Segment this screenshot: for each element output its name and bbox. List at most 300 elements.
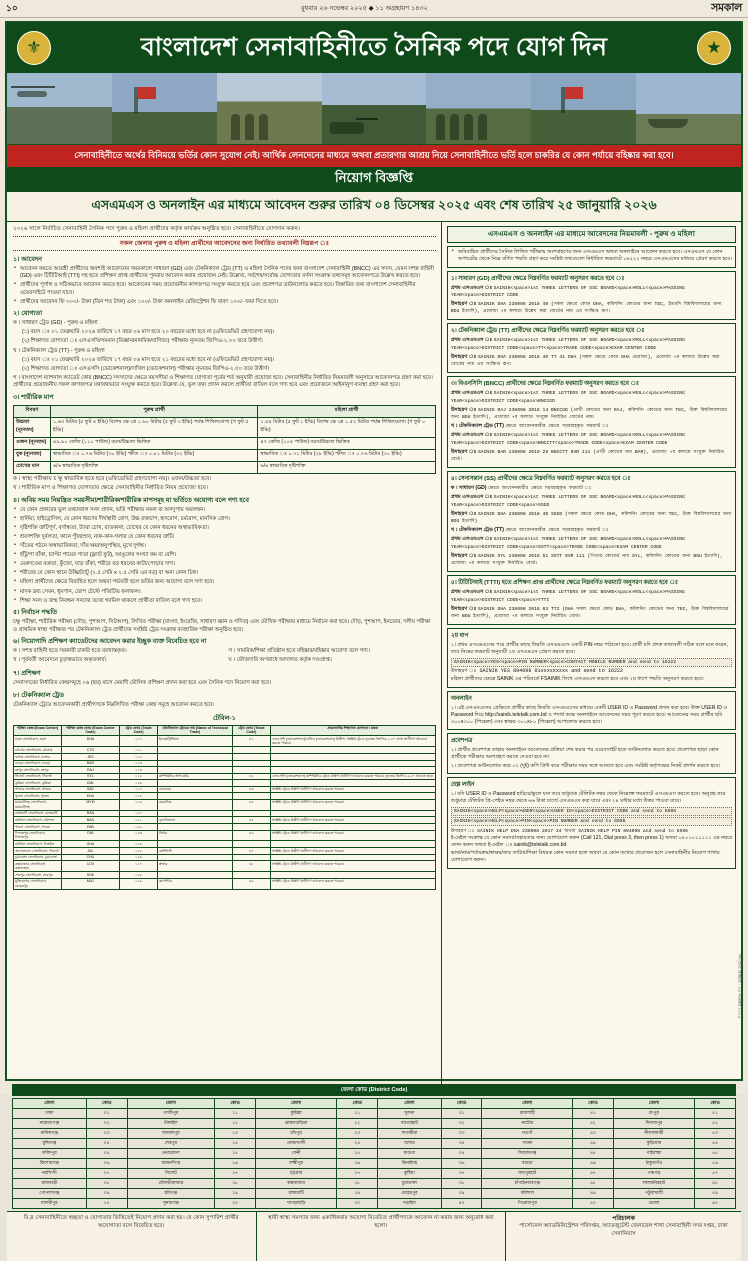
table-cell: CHU bbox=[61, 854, 119, 861]
table-cell: MYM bbox=[61, 799, 119, 810]
table-cell: সংশ্লিষ্ট ট্রেডে উত্তীর্ণ প্রার্থীগণ আবেদন করতে পারবে। bbox=[270, 817, 435, 824]
table-cell: সংশ্লিষ্ট ট্রেডে উত্তীর্ণ প্রার্থীগণ আবেদন করতে পারবে। bbox=[270, 848, 435, 855]
district-col-header: কোড bbox=[441, 1099, 482, 1109]
table-cell: ৩৮ bbox=[441, 1179, 482, 1189]
eligibility-tt-age: (১) বয়স ঃ ০১ ফেব্রুয়ারি ২০২৬ তারিখে ১৭ বছর ০৬ মাস হতে ২১ বছরের মধ্যে হবে না (এফিডেভিট গ্রহণযোগ্য নয়)। bbox=[22, 356, 275, 363]
sms-format-line: প্রথম এসএমএস ঃ SAINIK<space>1st THREE LETTERS OF SSC BOARD<space>ROLL<space>PASSING YEAR<space>DISTRICT CODE<space>BNCCGD bbox=[450, 390, 685, 404]
table-cell: KHU bbox=[61, 793, 119, 800]
table-cell: ৩৯ bbox=[441, 1189, 482, 1199]
district-header-row bbox=[13, 1099, 736, 1109]
table-cell: মেশিনিস্ট bbox=[157, 848, 232, 855]
table-cell: ঘাটাইল সেনানিবাস, টাঙ্গাইল bbox=[14, 841, 62, 848]
table-cell: ৫৮ bbox=[695, 1179, 736, 1189]
table-cell: ৪১ bbox=[232, 736, 270, 747]
table-cell: মাগুরা bbox=[378, 1149, 441, 1159]
table-cell: নীলফামারী bbox=[613, 1129, 694, 1139]
section-number-7: ৭। bbox=[13, 670, 20, 678]
table-cell: নেত্রকোণা bbox=[127, 1149, 215, 1159]
table-cell: প্লাম্বার bbox=[157, 861, 232, 872]
table-cell: ৪৬ bbox=[232, 830, 270, 841]
table-cell: ৫৭ bbox=[695, 1169, 736, 1179]
table-cell: ২৫ bbox=[337, 1149, 378, 1159]
table-cell: ৬/৬ স্বাভাবিক দৃষ্টিশক্তি bbox=[258, 461, 435, 473]
table-cell: ১৯ bbox=[215, 1189, 256, 1199]
table-cell: ঢাকা সেনানিবাস, ঢাকা bbox=[14, 736, 62, 747]
table-row bbox=[14, 799, 436, 810]
exam-center-table bbox=[13, 725, 436, 890]
table-row bbox=[14, 449, 436, 461]
table-cell: ১৬ bbox=[215, 1159, 256, 1169]
photo-strip bbox=[7, 73, 741, 145]
sms-format-line: উদাহরণ ঃ SAINIK RAJ 236098 2018 14 BNCCGD (প্রার্থী কোডের জন্য RAJ, কমিশনিং কোডের জন্য TEC, উক্ত বিশ্ববিদ্যালয়ের জন্য BOU ইত্যাদি), প্রযোজ্য ৭ম কলামে সংযুক্ত নির্ধারিত বোর্ডের নাম। bbox=[450, 406, 727, 421]
table-cell: উচ্চতা (ন্যূনতম) bbox=[14, 417, 51, 437]
second-step-title: ২য় ধাপ bbox=[450, 633, 469, 640]
physical-note-2: খ । শারীরিক মাপ ও শিক্ষাগত যোগ্যতার ক্ষেত্রে সেনাবাহিনীর নির্ধারিত নিয়ম প্রযোজ্য হবে। bbox=[13, 485, 208, 492]
recruitment-advertisement bbox=[5, 21, 743, 1238]
table-cell: ০৭ bbox=[86, 1169, 127, 1179]
online-box bbox=[447, 691, 736, 731]
table-cell: গাজীপুর bbox=[127, 1109, 215, 1119]
eligibility-tt-head: খ । টেকনিক্যাল ট্রেড (TT) - পুরুষ ও মহিলা bbox=[13, 347, 105, 354]
second-step-note: মহিলা প্রার্থীদের ক্ষেত্রে SAINIK এর পরিবর্তে FSAINIK লিখে এসএমএস করতে হবে এবং ২য় ধাপে পদ্ধতি অনুসরণ করতে হবে। bbox=[450, 676, 704, 683]
table-cell: ৫৩ bbox=[695, 1129, 736, 1139]
left-column bbox=[7, 222, 442, 1084]
table-cell: ১১০ bbox=[120, 736, 158, 747]
disqualification-item: • শরীরের যে কোন স্থানে উল্কি/ট্যাটু (২.৫ সেমি x ২.৫ সেমি এর বড়) বা অন্য কোন চিহ্ন। bbox=[13, 570, 436, 578]
table-cell: ৫৪ bbox=[695, 1139, 736, 1149]
table-cell: RAJ bbox=[61, 767, 119, 774]
table-row bbox=[13, 1179, 736, 1189]
disqualification-item: • দৃষ্টিশক্তি ত্রুটিপূর্ণ, বর্ণান্ধতা, ট্যারা চোখ, রাতকানা, চোখের যে কোন ধরনের অস্বাভাবিকতা। bbox=[13, 525, 436, 533]
army-crest-icon: ⚜ bbox=[17, 31, 51, 65]
table-row bbox=[13, 1159, 736, 1169]
table-cell: সিরাজগঞ্জ bbox=[482, 1149, 573, 1159]
district-col-header: জেলা bbox=[482, 1099, 573, 1109]
sms-format-line: উদাহরণ ঃ SAINIK DHA 236098 2018 03 TTI (DHA সকল ক্ষেত্রে কোড DHA, কমিশনিং কোডের জন্য TEC, উক্ত বিশ্ববিদ্যালয়ের জন্য BOU ইত্যাদি), প্রযোজ্য ৭ম কলামে সংযুক্ত নির্ধারিত বোর্ড। bbox=[450, 605, 729, 620]
col-header-0: বিবরণ bbox=[14, 405, 51, 417]
vertical-credit: সংগৃহীত বিজ্ঞপ্তি - ২৬ নভেম্বর ২০২৫ bbox=[737, 954, 742, 1019]
district-col-header: জেলা bbox=[127, 1099, 215, 1109]
section-number-2: ২। bbox=[13, 310, 20, 318]
second-step-example: উদাহরণ ঃ SAINIK YES 894098 01xxxxxxxxx and send to 16222 bbox=[450, 667, 624, 674]
table-cell: রাজবাড়ী bbox=[13, 1179, 87, 1189]
notice-band: নিয়োগ বিজ্ঞপ্তি bbox=[7, 167, 741, 192]
page-number: ১০ bbox=[6, 3, 18, 13]
helpline-format-1: SAINIK<space>HELP<space>USER<space>USER ID<space>DISTRICT CODE and send to 6596 bbox=[451, 807, 732, 816]
sms-format-line: প্রথম এসএমএস ঃ SAINIK<space>1st THREE LETTERS OF SSC BOARD<space>ROLL<space>PASSING YEAR<space>DISTRICT CODE<space>SSTT<space>TRADE CODE<space>EXAM CENTER CODE bbox=[450, 536, 685, 550]
district-code-table bbox=[12, 1098, 736, 1209]
intro-line-2: সকল জেলার পুরুষ ও মহিলা প্রার্থীদের আবেদনের জন্য নির্ধারিত তথ্যাবলী নিম্নরূপ ঃ bbox=[13, 236, 436, 251]
table-cell: ১১৫ bbox=[120, 773, 158, 780]
table-cell: সংশ্লিষ্ট ট্রেডে উত্তীর্ণ প্রার্থীগণ আবেদন করতে পারবে। bbox=[270, 799, 435, 810]
table-row bbox=[13, 1139, 736, 1149]
table-cell: ৫৬ bbox=[695, 1159, 736, 1169]
table-cell: মেহেরপুর bbox=[378, 1189, 441, 1199]
table-row bbox=[14, 736, 436, 747]
table-cell: BAR bbox=[61, 760, 119, 767]
table-cell: ৪২ bbox=[232, 773, 270, 780]
district-col-header: জেলা bbox=[13, 1099, 87, 1109]
table-cell: ময়মনসিংহ সেনানিবাস, ময়মনসিংহ bbox=[14, 799, 62, 810]
table-cell: ১২২ bbox=[120, 823, 158, 830]
table-cell: ১২৩ bbox=[120, 830, 158, 841]
table-cell: ২৯ bbox=[337, 1189, 378, 1199]
table-cell: সিলেট সেনানিবাস, সিলেট bbox=[14, 773, 62, 780]
table-cell: কম্পিউটার অপারেটর bbox=[157, 773, 232, 780]
table-cell: BAS bbox=[61, 817, 119, 824]
table-cell: ৩৪ bbox=[441, 1139, 482, 1149]
district-col-header: জেলা bbox=[613, 1099, 694, 1109]
table-cell: নওগাঁ bbox=[482, 1129, 573, 1139]
table-cell: ভোলা bbox=[613, 1199, 694, 1209]
table-cell: ব্রাহ্মণবাড়িয়া bbox=[255, 1119, 336, 1129]
table-cell: ৪৫ bbox=[573, 1149, 614, 1159]
district-col-header: কোড bbox=[695, 1099, 736, 1109]
table-cell: ৩০ bbox=[337, 1199, 378, 1209]
selection-para: চক্ষু পরীক্ষা, শারীরিক পরীক্ষা (দৌড়, পুশআপ, সিটআপ), লিখিত পরীক্ষা (বাংলা, ইংরেজি, সাধারণ জ্ঞান ও গণিত) এবং মৌখিক পরীক্ষার মাধ্যমে নির্বাচন করা হবে। দৌড়, পুশআপ, ইনডোর, দলীয় পরীক্ষা ও প্রাথমিক স্বাস্থ্য পরীক্ষার পর টেকনিক্যাল ট্রেড প্রার্থীদের সংশ্লিষ্ট ট্রেড সংক্রান্ত ব্যবহারিক পরীক্ষা অনুষ্ঠিত হবে। bbox=[13, 619, 431, 633]
helpline-title: হেল্প লাইন bbox=[450, 782, 475, 789]
table-cell: ৩২ bbox=[441, 1119, 482, 1129]
ad-title: বাংলাদেশ সেনাবাহিনীতে সৈনিক পদে যোগ দিন bbox=[140, 32, 608, 61]
section-title-6: নিয়োগাদি প্রশিক্ষণ ক্যাডেটদের আবেদন করার ইচ্ছুক ব্যক্ত বিবেচিত হবে না bbox=[21, 638, 207, 646]
table-cell: ৪৩ bbox=[573, 1129, 614, 1139]
admit-para-1: ১। প্রার্থীর প্রবেশপত্র তাহার অনলাইনে আবেদনের প্রক্রিয়া শেষ করার পর ওয়েবসাইট হতে ডাউনলোড করতে হবে। প্রবেশপত্র ছাড়া কোন প্রার্থীকে পরীক্ষায় অংশগ্রহণ করতে দেওয়া হবে না। bbox=[450, 747, 719, 761]
table-cell: ১২৯ bbox=[120, 878, 158, 889]
table-cell: সাতক্ষীরা bbox=[378, 1129, 441, 1139]
physical-standards-table bbox=[13, 405, 436, 474]
sms-format-group bbox=[447, 471, 736, 572]
signature-lines: পার্সোনেল অ্যাডমিনিস্ট্রেশন পরিদপ্তর, অ্যাডজুটেন্ট জেনারেল শাখা সেনাবাহিনী সদর দপ্তর, ঢাকা সেনানিবাস bbox=[519, 1223, 728, 1238]
table-cell: ৪৯ bbox=[232, 878, 270, 889]
physical-note-1: ক । স্বাস্থ্য পরীক্ষায় চ ক্ষু স্বাভাবিক হতে হবে (এফিডেভিট গ্রহণযোগ্য নয়)। ওজন/উচ্চতা হবে। bbox=[13, 475, 212, 482]
disqualification-item: • মাদক দ্রব্য সেবন, ধূমপান, ডোপ টেস্টে পজিটিভ ফলাফল। bbox=[13, 589, 436, 597]
section-ineligible bbox=[13, 636, 436, 666]
table-cell: ৫২ bbox=[695, 1119, 736, 1129]
table-cell: ১২ bbox=[215, 1119, 256, 1129]
table-cell: ১১৭ bbox=[120, 786, 158, 793]
table-cell: ৪৩ bbox=[232, 786, 270, 793]
table-cell: পটুয়াখালী bbox=[613, 1189, 694, 1199]
table-cell: ৪০ bbox=[441, 1199, 482, 1209]
table-cell: ২৮ bbox=[337, 1179, 378, 1189]
march-past-photo bbox=[426, 73, 531, 144]
table1-col-header: পরীক্ষা কেন্দ্র কোড (Exam Center Code) bbox=[61, 725, 119, 736]
table-cell: ৬/৬ স্বাভাবিক দৃষ্টিশক্তি bbox=[50, 461, 257, 473]
sms-top-note: • অবিবাহিত প্রার্থীদের সৈনিক লিখিত পরীক্ষায় অংশগ্রহণের জন্য এসএমএস অথবা অনলাইনে আবেদন করতে হবে। এসএমএস যে কোন অপারেটর থেকে নিম্নে বর্ণিত পদ্ধতি গ্রহণ করে সংশ্লিষ্ট তথ্যগুলো নির্ধারিত ফরম্যাটে ১৬২২২ নম্বরে এসএমএসের মাধ্যমে প্রেরণ করতে হবে। bbox=[451, 249, 732, 263]
table-cell: মেকানিক bbox=[157, 799, 232, 810]
table-cell: রাঙ্গামাটি সেনানিবাস, রাঙ্গামাটি bbox=[14, 810, 62, 817]
intro-line-1: ২০২৬ সালে নির্বাচিত সেনাবাহিনী সৈনিক পদে পুরুষ ও মহিলা প্রার্থীদের কর্তৃক কার্যক্রম অনুষ্ঠিত হবে। সেনাবাহিনীতে যোগদান করুন। bbox=[13, 226, 300, 232]
eligibility-tt-edu: (২) শিক্ষাগত যোগ্যতা ঃ এসএসসি (ভোকেশনাল)/দাখিল (ভোকেশনাল) পরীক্ষায় ন্যূনতম জিপিএ-২.৫০ তবে উত্তীর্ণ। bbox=[22, 365, 270, 372]
table-cell: টাঙ্গাইল bbox=[127, 1119, 215, 1129]
section-number-3: ৩। bbox=[13, 393, 20, 401]
district-col-header: কোড bbox=[86, 1099, 127, 1109]
table-cell: ১২৭ bbox=[120, 861, 158, 872]
table-cell: রংপুর bbox=[613, 1109, 694, 1119]
table-cell: ড্রাফটসম্যান bbox=[157, 817, 232, 824]
section-disqualification bbox=[13, 495, 436, 605]
table-cell: COX bbox=[61, 861, 119, 872]
table1-title: টেবিল-১ bbox=[212, 714, 236, 722]
table-cell: ঠাকুরগাঁও bbox=[613, 1159, 694, 1169]
table-cell: ৫৫ bbox=[695, 1149, 736, 1159]
sms-format-line: উদাহরণ ঃ SAINIK DHA 236098 2018 40 TT 41 DHA (সকল ক্ষেত্রে কোড DHA প্রযোজ্য), প্রযোজ্য ৭ম কলামে উল্লেখ করা বোর্ডের নাম এর সংক্ষিপ্ত রূপ। bbox=[450, 353, 720, 368]
application-dates: এসএমএস ও অনলাইন এর মাধ্যমে আবেদন শুরুর তারিখ ০৪ ডিসেম্বর ২০২৫ এবং শেষ তারিখ ২৫ জানুয়ারি ২০২৬ bbox=[7, 192, 741, 222]
table-cell: ৫৯ bbox=[695, 1189, 736, 1199]
section-selection bbox=[13, 607, 436, 634]
helpline-final-note: ভাষা/নাম/পর্যায়ক্রম/স্বাক্ষর/জন্ম তারিখ/শিক্ষা বিষয়ক কোন সমস্যা হলে অথবা যে কোন তথ্যের প্রয়োজন হলে সেনাবাহিনীর নিয়োগ শাখায় যোগাযোগ করুন। bbox=[450, 850, 720, 864]
table-cell: সংশ্লিষ্ট ট্রেডে উত্তীর্ণ প্রার্থীগণ আবেদন করতে পারবে। bbox=[270, 878, 435, 889]
eligibility-gd-head: ক । সাধারণ ট্রেড (GD) - পুরুষ ও মহিলা bbox=[13, 320, 98, 327]
helpline-example: উদাহরণ ঃ SAINIK HELP DHA 236098 2017 34 অথবা SAINIK HELP PIN 894098 and send to 6596 bbox=[450, 828, 688, 834]
table-cell: ১৩ bbox=[215, 1129, 256, 1139]
disqualification-item: • শ্রবণশক্তি দুর্বলতা, কানে পুঁজ/স্রাব, নাক-কান-গলার যে কোন ধরনের ত্রুটি। bbox=[13, 534, 436, 542]
table1-col-header: প্রয়োজনীয় শিক্ষাগত যোগ্যতা / মন্তব্য bbox=[270, 725, 435, 736]
table-cell: দিনাজপুর bbox=[613, 1119, 694, 1129]
table-cell: SHE bbox=[61, 872, 119, 879]
table-cell: কুষ্টিয়া bbox=[378, 1169, 441, 1179]
table-cell: খুলনা সেনানিবাস, খুলনা bbox=[14, 793, 62, 800]
right-column bbox=[442, 222, 741, 1084]
table-cell: নারায়ণগঞ্জ bbox=[13, 1119, 87, 1129]
table-cell: ১২৫ bbox=[120, 848, 158, 855]
table-cell: ফেনী bbox=[255, 1149, 336, 1159]
table-cell: পঞ্চগড় bbox=[613, 1169, 694, 1179]
table-cell: ঢাকা bbox=[13, 1109, 87, 1119]
table-cell: ৪৯ bbox=[573, 1189, 614, 1199]
table-row bbox=[13, 1199, 736, 1209]
admit-card-box bbox=[447, 733, 736, 774]
col-header-1: পুরুষ প্রার্থী bbox=[50, 405, 257, 417]
ineligible-item: ঘ । ফৌজদারি অপরাধে আদালত কর্তৃক দণ্ডপ্রাপ্ত। bbox=[228, 657, 332, 664]
footer-signature bbox=[506, 1212, 741, 1261]
table-cell: DHA bbox=[61, 736, 119, 747]
section-training bbox=[13, 668, 436, 688]
table-cell: চোখের মান bbox=[14, 461, 51, 473]
section-title-5: নির্বাচন পদ্ধতি bbox=[21, 609, 57, 617]
online-title: অনলাইন bbox=[450, 695, 472, 702]
table-cell: ২১ bbox=[337, 1109, 378, 1119]
table-cell: ১১৮ bbox=[120, 793, 158, 800]
table-cell: সংশ্লিষ্ট ট্রেডে উত্তীর্ণ প্রার্থীগণ আবেদন করতে পারবে। bbox=[270, 861, 435, 872]
table-cell: ৬০ bbox=[695, 1199, 736, 1209]
table-cell: এসএসসি (ভোকেশনাল)/দাখিল (ভোকেশনাল) উত্তীর্ণ। সংশ্লিষ্ট ট্রেডে ন্যূনতম জিপিএ-২.৫০ প্রাপ্ত প্রার্থীগণ আবেদন করতে পারবে। bbox=[270, 736, 435, 747]
table-cell: লক্ষ্মীপুর bbox=[255, 1159, 336, 1169]
table-cell: ২৭ bbox=[337, 1169, 378, 1179]
table-cell: ৩৬ bbox=[441, 1159, 482, 1169]
artillery-photo bbox=[322, 73, 427, 144]
table-row bbox=[13, 1189, 736, 1199]
technical-para: টেকনিক্যাল ট্রেডে আবেদনকারী প্রার্থীগণকে নিম্নলিখিত পরীক্ষা কেন্দ্র সমূহে আবেদন করতে হবে। bbox=[13, 701, 215, 708]
table-cell: ওজন (ন্যূনতম) bbox=[14, 437, 51, 449]
disqualification-item: • হার্নিয়া, হাইড্রোসিল, যে কোন ধরণের দীর্ঘস্থায়ী রোগ, উচ্চ রক্তচাপ, হৃদরোগ, চর্মরোগ, মানসিক রোগ। bbox=[13, 516, 436, 524]
table-cell: পিরোজপুর bbox=[482, 1199, 573, 1209]
table-cell: পাবনা সেনানিবাস, পাবনা bbox=[14, 823, 62, 830]
table-header-row bbox=[14, 405, 436, 417]
table-cell: চুয়াডাঙ্গা সেনানিবাস, চুয়াডাঙ্গা bbox=[14, 854, 62, 861]
soldiers-photo bbox=[217, 73, 322, 144]
table-cell: ৪৪ bbox=[232, 799, 270, 810]
ineligible-item: গ । সামরিক/শিক্ষা প্রতিষ্ঠান হতে বহিষ্কার/বহিষ্কার অযোগ্য বলে গণ্য। bbox=[228, 648, 370, 655]
section-title-1: আবেদন bbox=[21, 255, 42, 263]
table-cell: ০১ bbox=[86, 1109, 127, 1119]
table-cell: ময়মনসিংহ bbox=[127, 1159, 215, 1169]
table-cell: ০৯ bbox=[86, 1189, 127, 1199]
table-cell: ০২ bbox=[86, 1119, 127, 1129]
ad-footer bbox=[7, 1211, 741, 1261]
table-cell: ইলেকট্রিশিয়ান bbox=[157, 736, 232, 747]
table-cell: স্বাভাবিক ঃ ০.৭৬ মিটার (৩০ ইঞ্চি) স্ফীত ঃ ০.৮১ মিটার (৩২ ইঞ্চি) bbox=[50, 449, 257, 461]
table-cell: মানিকগঞ্জ bbox=[13, 1129, 87, 1139]
sms-group-title: ৪। সেনাসন্তান (SS) প্রার্থীদের ক্ষেত্রে নিম্নবর্ণিত ফরম্যাট অনুসরণ করতে হবে ঃ bbox=[450, 476, 631, 483]
sms-format-line: ক । সাধারণ (GD) ক্ষেত্রে আবেদনকারীর ক্ষেত্রে সরবরাহকৃত ফরম্যাট ঃ bbox=[450, 485, 592, 492]
table-cell: পাবনা bbox=[482, 1139, 573, 1149]
ceremony-photo bbox=[531, 73, 636, 144]
sms-format-line: উদাহরণ ঃ SAINIK BAR 236098 2019 29 BNCCTT 0VR 111 (প্রার্থী কোডের নাম BAR), প্রযোজ্য ৭ম কলামে সংযুক্ত নির্ধারিত বোর্ড। bbox=[450, 448, 725, 463]
table-cell: নোয়াখালী bbox=[255, 1139, 336, 1149]
table-cell: সিলেট bbox=[127, 1169, 215, 1179]
table-cell: স্বাভাবিক ঃ ০.৭১ মিটার (২৮ ইঞ্চি) স্ফীত ঃ ০.৭৬ মিটার (৩০ ইঞ্চি) bbox=[258, 449, 435, 461]
sms-format-line: উদাহরণ ঃ SAINIK DHA 236098 2018 40 SSGD (সকল ক্ষেত্রে কোড DHA, কমিশনিং কোডের জন্য TEC, উক্ত বিশ্ববিদ্যালয়ের জন্য BOU ইত্যাদি) bbox=[450, 510, 732, 525]
table-row bbox=[14, 417, 436, 437]
table-cell: ১২৪ bbox=[120, 841, 158, 848]
table-cell: বুক (ন্যূনতম) bbox=[14, 449, 51, 461]
table-cell: জালালাবাদ সেনানিবাস, সিলেট bbox=[14, 848, 62, 855]
table-cell: নরসিংদী bbox=[13, 1169, 87, 1179]
table-row bbox=[13, 1109, 736, 1119]
table-cell: কুমিল্লা bbox=[255, 1109, 336, 1119]
table-cell: GHA bbox=[61, 841, 119, 848]
second-step-box bbox=[447, 628, 736, 688]
table-cell: ১৪ bbox=[215, 1139, 256, 1149]
table-cell: কক্সবাজার bbox=[255, 1179, 336, 1189]
section-number-1: ১। bbox=[13, 255, 20, 263]
sms-format-line: উদাহরণ ঃ SAINIK SYL 236098 2016 51 SSTT 0VR 111 (পিতার কোডের নাম SYL, কমিশনিং কোডের জন্য BOU ইত্যাদি), প্রযোজ্য ৭ম কলামে সংযুক্ত নির্ধারিত বোর্ড। bbox=[450, 552, 723, 567]
district-col-header: কোড bbox=[337, 1099, 378, 1109]
table-cell: ১০ bbox=[86, 1199, 127, 1209]
table-cell: গোপালগঞ্জ bbox=[13, 1189, 87, 1199]
sms-format-line: খ । টেকনিক্যাল ট্রেড (TT) ক্ষেত্রে আবেদনকারীর ক্ষেত্রে সরবরাহকৃত ফরম্যাট ঃ bbox=[450, 423, 609, 430]
table-cell: জামালপুর bbox=[127, 1129, 215, 1139]
table-cell: কুমিল্লা সেনানিবাস, কুমিল্লা bbox=[14, 780, 62, 787]
table-cell: ১৮ bbox=[215, 1179, 256, 1189]
sms-group-title: ২। টেকনিক্যাল ট্রেড (TT) প্রার্থীদের ক্ষেত্রে নিম্নবর্ণিত ফরম্যাট অনুসরণ করতে হবে ঃ bbox=[450, 328, 645, 335]
table-cell: ২৪ bbox=[337, 1139, 378, 1149]
table-cell: সুনামগঞ্জ bbox=[127, 1199, 215, 1209]
second-step-para: ১। প্রথম এসএমএসের পরে প্রার্থীর কাছে ফিরতি এসএমএসে একটি PIN নম্বর পাঠানো হবে। প্রার্থী যদি প্রদত্ত তথ্যাবলী সঠিক বলে মনে করেন, তবে নিম্নের ফরম্যাট অনুযায়ী ২য় এসএমএস প্রেরণ করতে হবে। bbox=[450, 642, 729, 656]
table-cell: CML bbox=[61, 780, 119, 787]
table-cell: ১১২ bbox=[120, 753, 158, 760]
table-cell: ২২ bbox=[337, 1119, 378, 1129]
training-para: সেনাসদরের নির্ধারিত কেন্দ্রসমূহে ০৬ (ছয়) মাসে মেয়াদী মৌলিক প্রশিক্ষণ প্রদান করা হবে এবং সৈনিক পদে নিয়োগ করা হবে। bbox=[13, 680, 272, 687]
table-cell: ১৫ bbox=[215, 1149, 256, 1159]
sms-format-line: খ । টেকনিক্যাল ট্রেড (TT) ক্ষেত্রে আবেদনকারীর ক্ষেত্রে সরবরাহকৃত ফরম্যাট ঃ bbox=[450, 527, 609, 534]
table-cell: যশোর সেনানিবাস, যশোর bbox=[14, 753, 62, 760]
table-cell: ১২০ bbox=[120, 810, 158, 817]
table-cell: ২০ bbox=[215, 1199, 256, 1209]
table-cell: বরিশাল সেনানিবাস, বরিশাল bbox=[14, 817, 62, 824]
sms-group-title: ১। সাধারণ (GD) প্রার্থীদের ক্ষেত্রে নিম্নবর্ণিত ফরম্যাট অনুসরণ করতে হবে ঃ bbox=[450, 275, 625, 282]
fraud-warning-bar: সেনাবাহিনীতে অর্থের বিনিময়ে ভর্তির কোন সুযোগ নেই। আর্থিক লেনদেনের মাধ্যমে অথবা প্রতারণার আশ্রয় নিয়ে সেনাবাহিনীতে ভর্তি হলে চাকরির যে কোন পর্যায়ে বহিষ্কার করা হবে। bbox=[7, 145, 741, 167]
table-row bbox=[14, 878, 436, 889]
table-cell: চট্টগ্রাম bbox=[255, 1169, 336, 1179]
table-cell: ১১১ bbox=[120, 747, 158, 754]
masthead: সমকাল bbox=[711, 2, 742, 14]
table-cell: JAL bbox=[61, 848, 119, 855]
table-cell: চট্টগ্রাম সেনানিবাস, চট্টগ্রাম bbox=[14, 747, 62, 754]
table1-col-header: ট্রেড কোড (Trade Code) bbox=[120, 725, 158, 736]
table-cell: চাঁদপুর bbox=[255, 1129, 336, 1139]
table-row bbox=[13, 1149, 736, 1159]
signature-title: পরিচালক bbox=[612, 1216, 635, 1222]
table-cell: কক্সবাজার সেনানিবাস, কক্সবাজার bbox=[14, 861, 62, 872]
sms-group-title: ৫। টিটিটিআই (TTTI) হতে প্রশিক্ষণ প্রাপ্ত প্রার্থীদের ক্ষেত্রে নিম্নবর্ণিত ফরম্যাট অনুসরণ করতে হবে ঃ bbox=[450, 580, 678, 587]
table-cell: RAN bbox=[61, 810, 119, 817]
disqualification-item: • যে কোন প্রকারের ভুল তথ্য/জাল সনদ প্রদান, ভর্তি পরীক্ষায় নকল বা অসদুপায় অবলম্বন। bbox=[13, 507, 436, 515]
table-cell: ১১৩ bbox=[120, 760, 158, 767]
table-cell: ১২৮ bbox=[120, 872, 158, 879]
table-cell: ১১৬ bbox=[120, 780, 158, 787]
table-row bbox=[14, 861, 436, 872]
sms-format-line: প্রথম এসএমএস ঃ SAINIK<space>1st THREE LETTERS OF SSC BOARD<space>ROLL<space>PASSING YEAR<space>DISTRICT CODE<space>SSGD bbox=[450, 494, 685, 508]
table-cell: রংপুর সেনানিবাস, রংপুর bbox=[14, 767, 62, 774]
table-cell: ফরিদপুর bbox=[13, 1149, 87, 1159]
district-col-header: কোড bbox=[215, 1099, 256, 1109]
table-cell: সংশ্লিষ্ট ট্রেডে উত্তীর্ণ প্রার্থীগণ আবেদন করতে পারবে। bbox=[270, 830, 435, 841]
table-cell: চুয়াডাঙ্গা bbox=[378, 1179, 441, 1189]
table-cell: ৪২ bbox=[573, 1119, 614, 1129]
district-col-header: জেলা bbox=[378, 1099, 441, 1109]
helpline-contact: ই-মেইল সংক্রান্ত যে কোন সমস্যা/সহায়তার জন্য যোগাযোগ করুন (Call 121, Dial press 3, then press 1) অথবা ০৮০০০১১১১১ এর নম্বরে ফোন করুন অথবা ই-মেইল ঃ sainik@teletalk.com.bd bbox=[450, 834, 732, 848]
sms-format-line: প্রথম এসএমএস ঃ SAINIK<space>1st THREE LETTERS OF SSC BOARD<space>ROLL<space>PASSING YEAR<space>DISTRICT CODE<space>BNCCTT<space>TRADE CODE<space>EXAM CENTER CODE bbox=[450, 432, 685, 446]
table-cell: যশোর bbox=[378, 1139, 441, 1149]
table-cell: দিনাজপুর সেনানিবাস, দিনাজপুর bbox=[14, 830, 62, 841]
helpline-para: ১। যদি USER ID ও Password হারিয়ে/ভুলে যান তবে শুধুমাত্র টেলিটক নম্বর থেকে নিম্নোক্ত ফরম্যাটে এসএমএস করতে হবে। অনুগ্রহ করে শুধুমাত্র টেলিটক প্রি-পেইড নম্বর থেকে ৬৬ টাকা চার্জে এসএমএস করা যাবে এবং ২৪ ঘন্টার মধ্যে উত্তর পাওয়া যাবে। bbox=[450, 791, 726, 805]
table-cell: ২৩ bbox=[337, 1129, 378, 1139]
table-cell: DIN bbox=[61, 830, 119, 841]
eligibility-gd-age: (১) বয়স ঃ ০১ ফেব্রুয়ারি ২০২৬ তারিখে ১৭ বছর ০৬ মাস হতে ২০ বছরের মধ্যে হবে না (এফিডেভিট গ্রহণযোগ্য নয়)। bbox=[22, 329, 275, 336]
table-cell: ৪৭ কেজি (১০৪ পাউন্ড) বয়স/উচ্চতা ভিত্তিক bbox=[258, 437, 435, 449]
table-cell: নাটোর bbox=[482, 1119, 573, 1129]
section-title-3: শারীরিক মাপ bbox=[21, 393, 54, 401]
section-number-5: ৫। bbox=[13, 609, 20, 617]
table-row bbox=[14, 461, 436, 473]
table-row bbox=[13, 1129, 736, 1139]
disqualification-item: • মেরুদণ্ডের বক্রতা, কুঁজো, ঘাড় বাঁকা, শরীরে বড় ধরনের কাটা/পোড়ার দাগ। bbox=[13, 561, 436, 569]
second-step-format: SAINIK<space>YES<space>PIN NUMBER<space>CONTACT MOBILE NUMBER and send to 16222 bbox=[451, 658, 732, 667]
table-cell: ৫১ bbox=[695, 1109, 736, 1119]
table-cell: বগুড়া সেনানিবাস, বগুড়া bbox=[14, 760, 62, 767]
admit-title: প্রবেশপত্র bbox=[450, 738, 473, 745]
application-para-2: • প্রার্থীদের পূর্ণাঙ্গ ও সঠিকভাবে আবেদন করতে হবে। আবেদনের সময় প্রয়োজনীয় কাগজপত্র সংযুক্ত করতে হবে এবং প্রবেশপত্র ডাউনলোড করতে হবে। বিস্তারিত তথ্য বাংলাদেশ সেনাবাহিনীর ওয়েবসাইটে পাওয়া যাবে। bbox=[13, 282, 436, 297]
district-col-header: কোড bbox=[573, 1099, 614, 1109]
table-cell: মুন্সিগঞ্জ bbox=[13, 1139, 87, 1149]
table-cell: ৪৫ bbox=[232, 817, 270, 824]
table-cell: ৩১ bbox=[441, 1109, 482, 1119]
table-cell: মুজিবনগর সেনানিবাস, মেহেরপুর bbox=[14, 878, 62, 889]
helpline-box bbox=[447, 777, 736, 869]
district-col-header: জেলা bbox=[255, 1099, 336, 1109]
table-cell: খুলনা bbox=[378, 1109, 441, 1119]
table-cell: খাগড়াছড়ি bbox=[255, 1199, 336, 1209]
sms-group-title: ৩। বিএনসিসি (BNCC) প্রার্থীদের ক্ষেত্রে নিম্নবর্ণিত ফরম্যাট অনুসরণ করতে হবে ঃ bbox=[450, 381, 639, 388]
table-cell: ০৫ bbox=[86, 1149, 127, 1159]
table-cell: SYL bbox=[61, 773, 119, 780]
sms-format-group bbox=[447, 323, 736, 373]
table-cell: কার্পেন্টার bbox=[157, 878, 232, 889]
table-cell: রাজশাহী bbox=[482, 1109, 573, 1119]
table-row bbox=[14, 437, 436, 449]
